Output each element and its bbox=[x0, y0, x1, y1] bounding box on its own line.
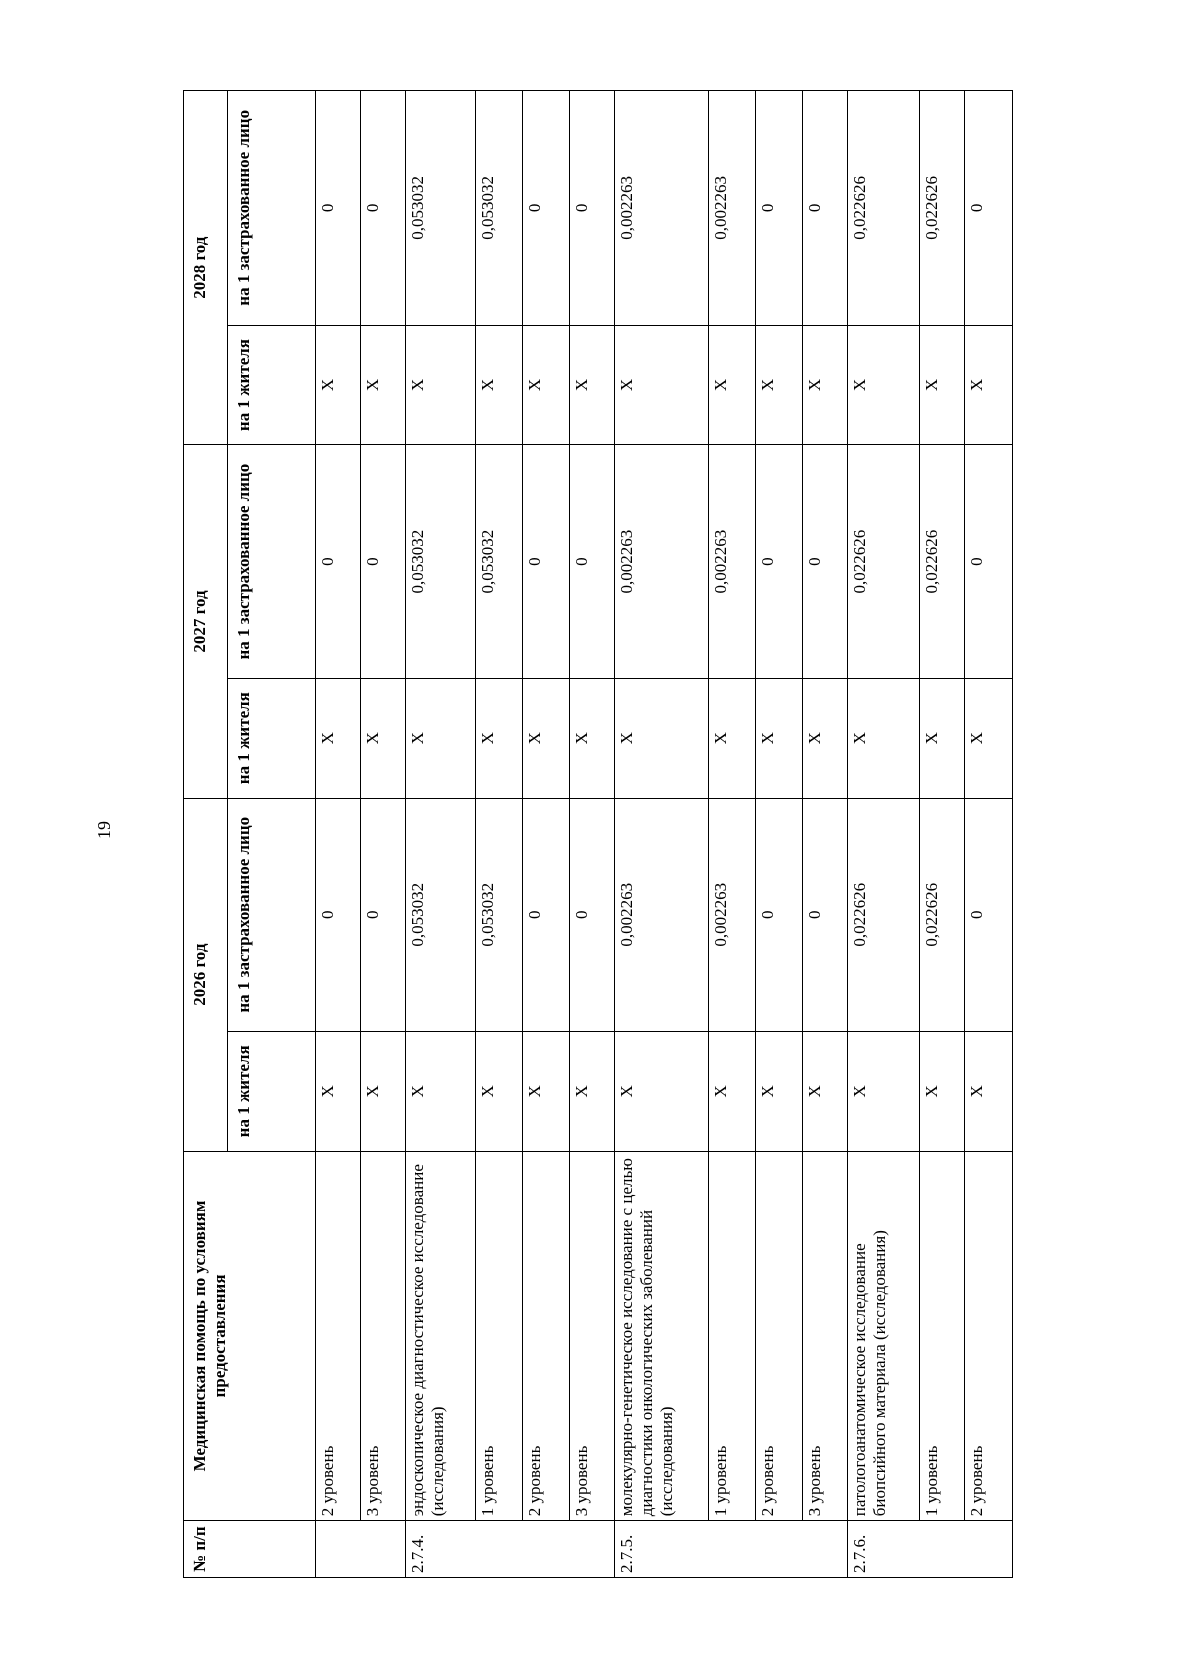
cell-2027-per-resident: X bbox=[803, 678, 848, 798]
cell-2026-per-insured: 0 bbox=[803, 798, 848, 1031]
row-name: 3 уровень bbox=[361, 1151, 406, 1521]
cell-2028-per-resident: X bbox=[615, 325, 709, 445]
cell-2028-per-resident: X bbox=[709, 325, 756, 445]
cell-2027-per-resident: X bbox=[476, 678, 523, 798]
cell-2027-per-insured: 0 bbox=[523, 445, 570, 678]
row-name: 2 уровень bbox=[316, 1151, 361, 1521]
table-row bbox=[570, 91, 615, 1578]
header-per-insured-2026: на 1 застрахованное лицо bbox=[228, 798, 316, 1031]
cell-2026-per-insured: 0,053032 bbox=[476, 798, 523, 1031]
table-row bbox=[361, 91, 406, 1578]
cell-2028-per-insured: 0 bbox=[756, 91, 803, 326]
cell-2026-per-insured: 0,002263 bbox=[709, 798, 756, 1031]
cell-2027-per-insured: 0,002263 bbox=[709, 445, 756, 678]
cell-2027-per-resident: X bbox=[406, 678, 476, 798]
cell-2026-per-resident: X bbox=[476, 1031, 523, 1151]
table-row bbox=[476, 91, 523, 1578]
header-num: № п/п bbox=[184, 1521, 316, 1578]
cell-2026-per-insured: 0 bbox=[361, 798, 406, 1031]
rotated-table-wrapper bbox=[183, 90, 1069, 1578]
cell-2026-per-resident: X bbox=[803, 1031, 848, 1151]
header-per-resident-2026: на 1 жителя bbox=[228, 1031, 316, 1151]
cell-2028-per-insured: 0 bbox=[803, 91, 848, 326]
table-row bbox=[965, 91, 1013, 1578]
row-num bbox=[316, 1521, 406, 1578]
table-row bbox=[615, 91, 709, 1578]
cell-2026-per-insured: 0 bbox=[756, 798, 803, 1031]
cell-2028-per-resident: X bbox=[316, 325, 361, 445]
cell-2026-per-resident: X bbox=[361, 1031, 406, 1151]
header-per-insured-2027: на 1 застрахованное лицо bbox=[228, 445, 316, 678]
table-row bbox=[848, 91, 920, 1578]
cell-2027-per-insured: 0,002263 bbox=[615, 445, 709, 678]
cell-2028-per-insured: 0,053032 bbox=[406, 91, 476, 326]
page-number: 19 bbox=[94, 821, 114, 839]
cell-2026-per-insured: 0,053032 bbox=[406, 798, 476, 1031]
row-name: эндоскопическое диагностическое исследование (исследования) bbox=[406, 1151, 476, 1521]
cell-2027-per-resident: X bbox=[709, 678, 756, 798]
document-table-frame bbox=[183, 90, 1069, 1578]
cell-2027-per-resident: X bbox=[570, 678, 615, 798]
cell-2027-per-resident: X bbox=[848, 678, 920, 798]
cell-2026-per-insured: 0 bbox=[965, 798, 1013, 1031]
header-per-insured-2028: на 1 застрахованное лицо bbox=[228, 91, 316, 326]
row-name: 1 уровень bbox=[709, 1151, 756, 1521]
cell-2026-per-insured: 0 bbox=[523, 798, 570, 1031]
row-name: 2 уровень bbox=[523, 1151, 570, 1521]
cell-2028-per-resident: X bbox=[523, 325, 570, 445]
cell-2027-per-resident: X bbox=[965, 678, 1013, 798]
cell-2027-per-insured: 0 bbox=[570, 445, 615, 678]
cell-2028-per-insured: 0 bbox=[523, 91, 570, 326]
cell-2028-per-resident: X bbox=[361, 325, 406, 445]
cell-2027-per-resident: X bbox=[361, 678, 406, 798]
cell-2026-per-insured: 0,022626 bbox=[848, 798, 920, 1031]
cell-2028-per-resident: X bbox=[848, 325, 920, 445]
cell-2028-per-resident: X bbox=[756, 325, 803, 445]
row-num: 2.7.4. bbox=[406, 1521, 615, 1578]
row-name: 3 уровень bbox=[570, 1151, 615, 1521]
row-name: 2 уровень bbox=[756, 1151, 803, 1521]
table-row bbox=[803, 91, 848, 1578]
cell-2026-per-resident: X bbox=[848, 1031, 920, 1151]
cell-2028-per-insured: 0 bbox=[570, 91, 615, 326]
cell-2028-per-insured: 0,002263 bbox=[615, 91, 709, 326]
table-row bbox=[316, 91, 361, 1578]
row-name: патологоанатомическое исследование биопсийного материала (исследования) bbox=[848, 1151, 920, 1521]
cell-2027-per-insured: 0 bbox=[361, 445, 406, 678]
cell-2026-per-resident: X bbox=[756, 1031, 803, 1151]
cell-2027-per-insured: 0,022626 bbox=[848, 445, 920, 678]
cell-2026-per-insured: 0 bbox=[570, 798, 615, 1031]
table-row bbox=[523, 91, 570, 1578]
cell-2028-per-resident: X bbox=[406, 325, 476, 445]
cell-2027-per-resident: X bbox=[316, 678, 361, 798]
header-care-type: Медицинская помощь по условиям предоставления bbox=[184, 1151, 316, 1521]
medical-care-volume-table bbox=[183, 90, 1013, 1578]
header-year-2027: 2027 год bbox=[184, 445, 228, 798]
cell-2028-per-insured: 0 bbox=[361, 91, 406, 326]
row-num: 2.7.5. bbox=[615, 1521, 848, 1578]
cell-2026-per-resident: X bbox=[965, 1031, 1013, 1151]
header-per-resident-2027: на 1 жителя bbox=[228, 678, 316, 798]
cell-2027-per-resident: X bbox=[523, 678, 570, 798]
cell-2027-per-resident: X bbox=[920, 678, 965, 798]
cell-2026-per-resident: X bbox=[570, 1031, 615, 1151]
cell-2026-per-resident: X bbox=[615, 1031, 709, 1151]
cell-2028-per-insured: 0 bbox=[316, 91, 361, 326]
cell-2028-per-insured: 0 bbox=[965, 91, 1013, 326]
cell-2026-per-insured: 0 bbox=[316, 798, 361, 1031]
cell-2027-per-insured: 0,053032 bbox=[406, 445, 476, 678]
cell-2026-per-insured: 0,022626 bbox=[920, 798, 965, 1031]
cell-2027-per-insured: 0 bbox=[803, 445, 848, 678]
cell-2027-per-resident: X bbox=[615, 678, 709, 798]
cell-2027-per-insured: 0 bbox=[756, 445, 803, 678]
cell-2026-per-resident: X bbox=[709, 1031, 756, 1151]
cell-2027-per-insured: 0 bbox=[316, 445, 361, 678]
cell-2027-per-resident: X bbox=[756, 678, 803, 798]
row-name: 1 уровень bbox=[476, 1151, 523, 1521]
cell-2026-per-resident: X bbox=[523, 1031, 570, 1151]
cell-2026-per-insured: 0,002263 bbox=[615, 798, 709, 1031]
cell-2028-per-insured: 0,002263 bbox=[709, 91, 756, 326]
row-name: молекулярно-генетическое исследование с целью диагностики онкологических заболеваний (исследования) bbox=[615, 1151, 709, 1521]
cell-2027-per-insured: 0,053032 bbox=[476, 445, 523, 678]
table-row bbox=[406, 91, 476, 1578]
table-row bbox=[756, 91, 803, 1578]
table-row bbox=[709, 91, 756, 1578]
header-year-2028: 2028 год bbox=[184, 91, 228, 445]
cell-2028-per-insured: 0,053032 bbox=[476, 91, 523, 326]
cell-2028-per-insured: 0,022626 bbox=[920, 91, 965, 326]
cell-2028-per-resident: X bbox=[965, 325, 1013, 445]
cell-2028-per-resident: X bbox=[803, 325, 848, 445]
cell-2026-per-resident: X bbox=[316, 1031, 361, 1151]
cell-2028-per-resident: X bbox=[570, 325, 615, 445]
cell-2028-per-resident: X bbox=[920, 325, 965, 445]
cell-2026-per-resident: X bbox=[406, 1031, 476, 1151]
cell-2026-per-resident: X bbox=[920, 1031, 965, 1151]
cell-2027-per-insured: 0 bbox=[965, 445, 1013, 678]
cell-2027-per-insured: 0,022626 bbox=[920, 445, 965, 678]
header-year-2026: 2026 год bbox=[184, 798, 228, 1151]
row-name: 3 уровень bbox=[803, 1151, 848, 1521]
row-name: 1 уровень bbox=[920, 1151, 965, 1521]
header-per-resident-2028: на 1 жителя bbox=[228, 325, 316, 445]
cell-2028-per-insured: 0,022626 bbox=[848, 91, 920, 326]
table-row bbox=[920, 91, 965, 1578]
cell-2028-per-resident: X bbox=[476, 325, 523, 445]
row-num: 2.7.6. bbox=[848, 1521, 1013, 1578]
row-name: 2 уровень bbox=[965, 1151, 1013, 1521]
